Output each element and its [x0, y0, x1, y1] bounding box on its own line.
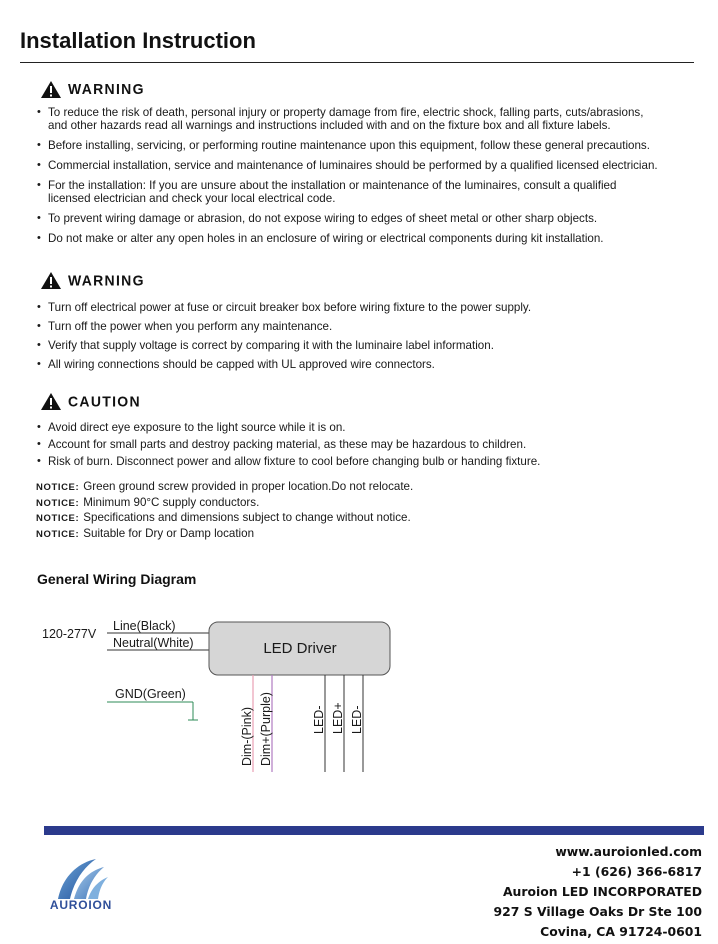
led-plus-label: LED+	[331, 702, 345, 734]
list-item: • To reduce the risk of death, personal injury or property damage from fire, electric shock, falling parts, cuts/abrasions, and other hazards read all warnings and instructions included with and on the fixture box and all fixture labels.	[37, 106, 644, 132]
list-item: • To prevent wiring damage or abrasion, do not expose wiring to edges of sheet metal or other sharp objects.	[37, 212, 598, 225]
footer-bar	[44, 826, 704, 835]
notice-item: NOTICE: Minimum 90°C supply conductors.	[36, 496, 260, 509]
warning-label: WARNING	[68, 80, 145, 98]
caution-triangle-icon	[40, 392, 62, 411]
notice-item: NOTICE: Specifications and dimensions subject to change without notice.	[36, 511, 411, 524]
list-item: • All wiring connections should be capped with UL approved wire connectors.	[37, 358, 435, 371]
ground-label: GND(Green)	[115, 687, 186, 701]
notice-item: NOTICE: Suitable for Dry or Damp location	[36, 527, 255, 540]
list-item: • Avoid direct eye exposure to the light source while it is on.	[37, 421, 346, 434]
list-item: • Verify that supply voltage is correct by comparing it with the luminaire label information.	[37, 339, 494, 352]
led-minus-label-2: LED-	[350, 705, 364, 734]
caution-label: CAUTION	[68, 392, 141, 410]
warning-label: WARNING	[68, 271, 145, 289]
line-label: Line(Black)	[113, 619, 176, 633]
list-item: • Account for small parts and destroy packing material, as these may be hazardous to children.	[37, 438, 527, 451]
warning-list-2	[36, 301, 706, 371]
list-item: • Do not make or alter any open holes in an enclosure of wiring or electrical components during kit installation.	[37, 232, 604, 245]
list-item: • Turn off electrical power at fuse or circuit breaker box before wiring fixture to the power supply.	[37, 301, 532, 314]
phone-number: +1 (626) 366-6817	[571, 864, 702, 879]
warning-list-1	[36, 106, 706, 245]
brand-name: AUROION	[49, 898, 113, 912]
caution-list	[36, 421, 706, 468]
wiring-diagram	[0, 600, 718, 790]
caution-heading	[40, 391, 141, 411]
page-title: Installation Instruction	[20, 28, 256, 53]
diagram-title: General Wiring Diagram	[37, 571, 197, 587]
list-item: • For the installation: If you are unsure about the installation or maintenance of the luminaires, consult a qualified licensed electrician and check your local electrical code.	[37, 179, 617, 205]
led-driver-label: LED Driver	[263, 640, 337, 657]
website-link[interactable]: www.auroionled.com	[555, 844, 702, 859]
warning-triangle-icon	[40, 80, 62, 99]
list-item: • Turn off the power when you perform any maintenance.	[37, 320, 333, 333]
notice-item: NOTICE: Green ground screw provided in proper location.Do not relocate.	[36, 480, 414, 493]
list-item: • Commercial installation, service and maintenance of luminaires should be performed by a qualified licensed electrician.	[37, 159, 658, 172]
address-line-2: Covina, CA 91724-0601	[540, 924, 702, 939]
warning-heading-2	[40, 270, 145, 290]
contact-block	[494, 842, 702, 942]
list-item: • Before installing, servicing, or performing routine maintenance upon this equipment, follow these general precautions.	[37, 139, 650, 152]
company-name: Auroion LED INCORPORATED	[502, 884, 702, 899]
title-divider	[20, 62, 694, 63]
led-minus-label-1: LED-	[312, 705, 326, 734]
warning-triangle-icon	[40, 271, 62, 290]
warning-heading-1	[40, 79, 145, 99]
voltage-label: 120-277V	[42, 627, 97, 641]
list-item: • Risk of burn. Disconnect power and allow fixture to cool before changing bulb or handing fixture.	[37, 455, 541, 468]
neutral-label: Neutral(White)	[113, 636, 194, 650]
dim-minus-label: Dim-(Pink)	[240, 706, 254, 766]
dim-plus-label: Dim+(Purple)	[259, 692, 273, 766]
address-line-1: 927 S Village Oaks Dr Ste 100	[493, 904, 702, 919]
